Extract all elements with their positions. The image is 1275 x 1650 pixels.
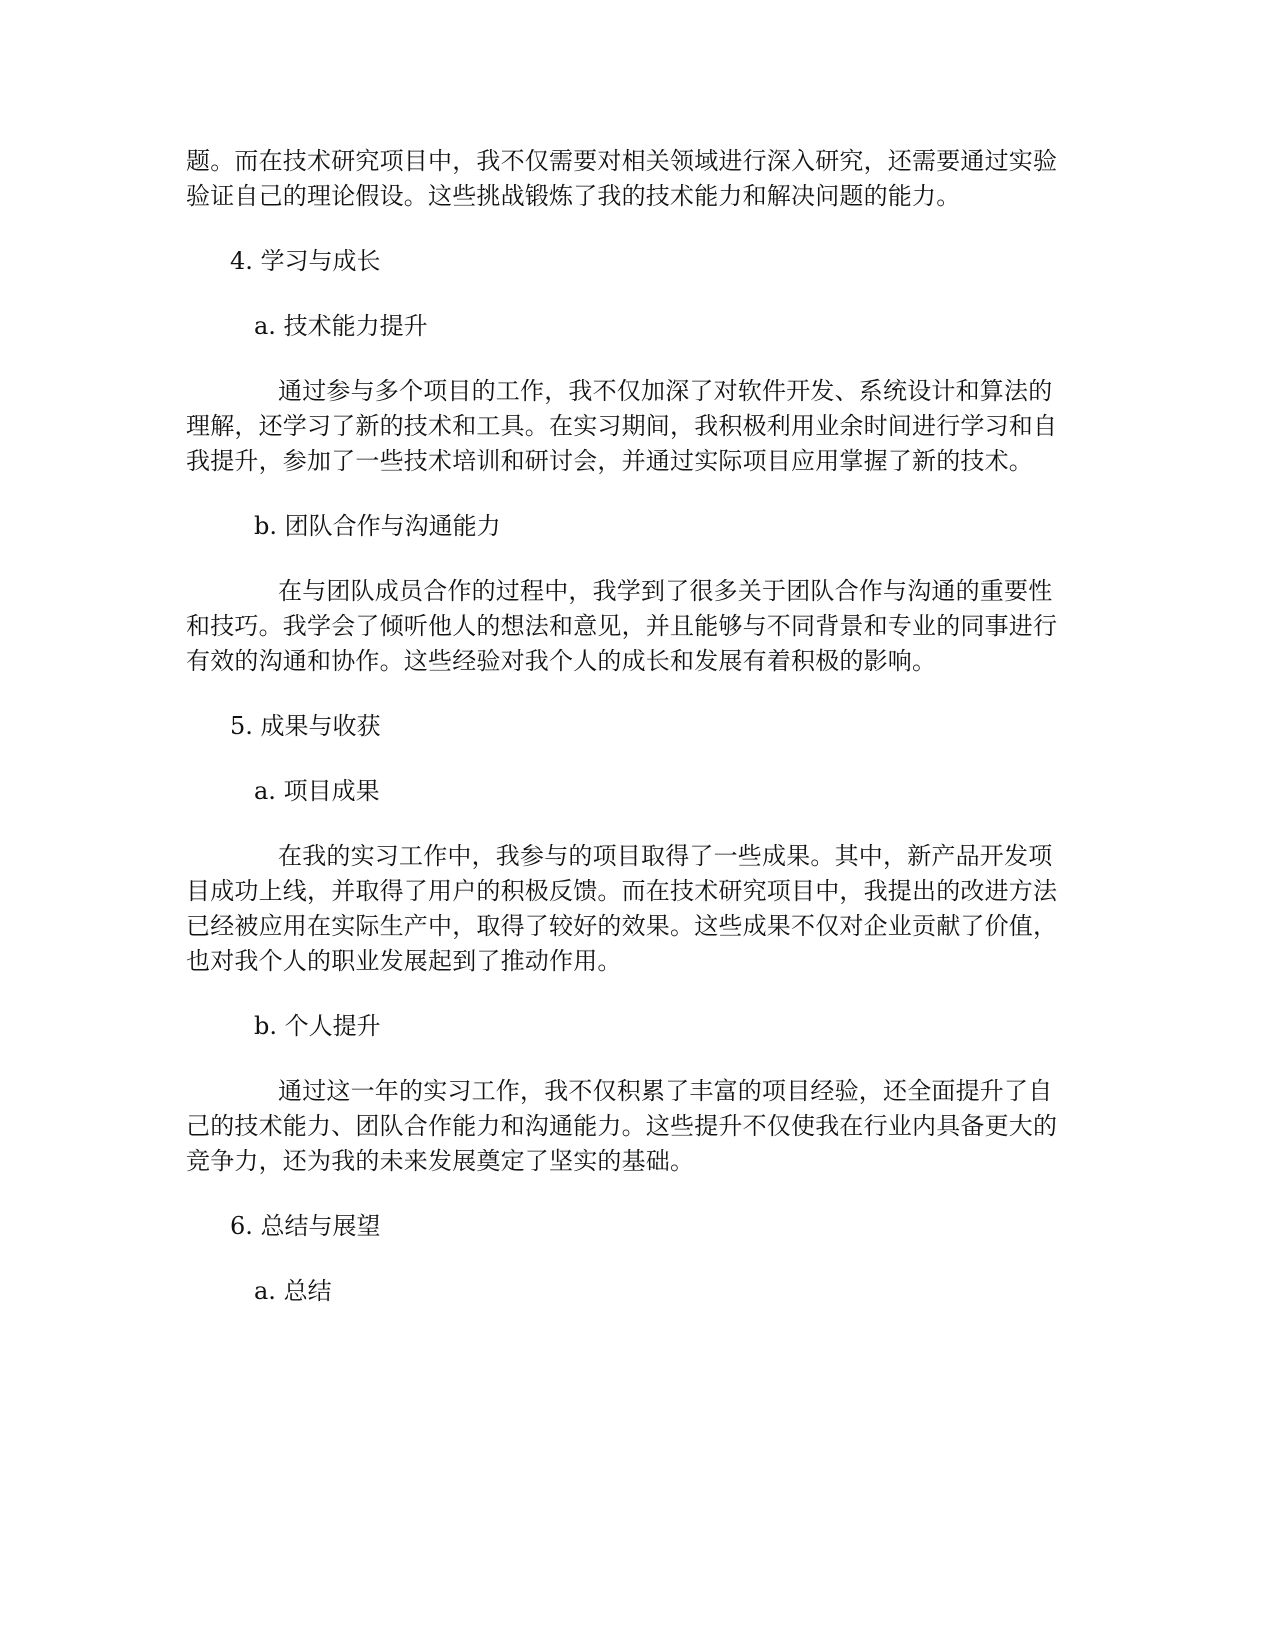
- paragraph-project-results: [186, 839, 1091, 979]
- text-line: 竞争力，还为我的未来发展奠定了坚实的基础。: [186, 1147, 695, 1175]
- paragraph-continuation: [186, 144, 1091, 214]
- text-line: 有效的沟通和协作。这些经验对我个人的成长和发展有着积极的影响。: [186, 647, 937, 675]
- text-line: 题。而在技术研究项目中，我不仅需要对相关领域进行深入研究，还需要通过实验: [186, 147, 1058, 175]
- section-heading-5: 5. 成果与收获: [230, 712, 381, 740]
- text-line: 在与团队成员合作的过程中，我学到了很多关于团队合作与沟通的重要性: [278, 577, 1053, 605]
- subsection-heading-6a: a. 总结: [254, 1277, 332, 1305]
- section-heading-4: 4. 学习与成长: [230, 247, 381, 275]
- subsection-heading-5b: b. 个人提升: [254, 1012, 381, 1040]
- text-line: 也对我个人的职业发展起到了推动作用。: [186, 947, 622, 975]
- text-line: 和技巧。我学会了倾听他人的想法和意见，并且能够与不同背景和专业的同事进行: [186, 612, 1058, 640]
- document-body: [186, 144, 1091, 1339]
- paragraph-personal-growth: [186, 1074, 1091, 1179]
- section-heading-6: 6. 总结与展望: [230, 1212, 381, 1240]
- text-line: 我提升，参加了一些技术培训和研讨会，并通过实际项目应用掌握了新的技术。: [186, 447, 1033, 475]
- text-line: 目成功上线，并取得了用户的积极反馈。而在技术研究项目中，我提出的改进方法: [186, 877, 1058, 905]
- subsection-heading-4a: a. 技术能力提升: [254, 312, 428, 340]
- text-line: 通过参与多个项目的工作，我不仅加深了对软件开发、系统设计和算法的: [278, 377, 1053, 405]
- text-line: 己的技术能力、团队合作能力和沟通能力。这些提升不仅使我在行业内具备更大的: [186, 1112, 1058, 1140]
- text-line: 理解，还学习了新的技术和工具。在实习期间，我积极利用业余时间进行学习和自: [186, 412, 1058, 440]
- subsection-heading-4b: b. 团队合作与沟通能力: [254, 512, 501, 540]
- text-line: 在我的实习工作中，我参与的项目取得了一些成果。其中，新产品开发项: [278, 842, 1053, 870]
- paragraph-teamwork: [186, 574, 1091, 679]
- subsection-heading-5a: a. 项目成果: [254, 777, 380, 805]
- text-line: 验证自己的理论假设。这些挑战锻炼了我的技术能力和解决问题的能力。: [186, 182, 961, 210]
- paragraph-technical-skills: [186, 374, 1091, 479]
- text-line: 已经被应用在实际生产中，取得了较好的效果。这些成果不仅对企业贡献了价值，: [186, 912, 1058, 940]
- text-line: 通过这一年的实习工作，我不仅积累了丰富的项目经验，还全面提升了自: [278, 1077, 1053, 1105]
